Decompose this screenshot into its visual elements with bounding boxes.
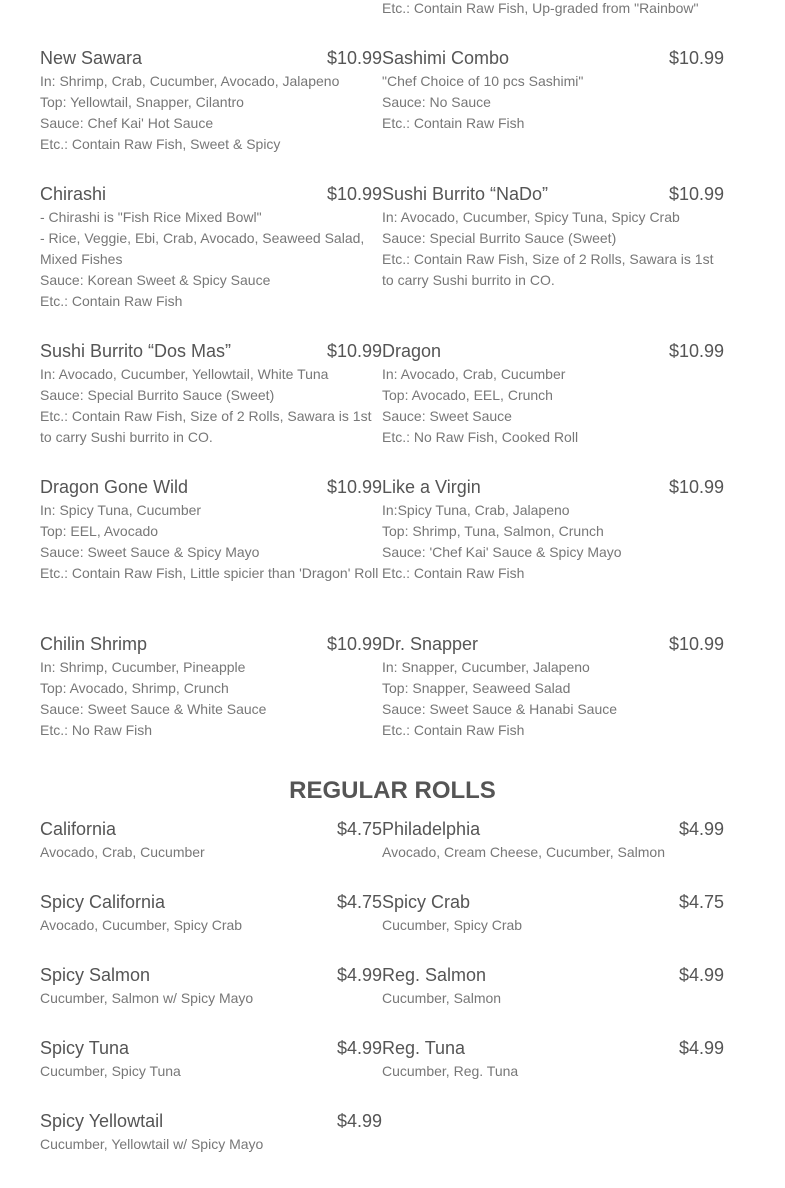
menu-item-header	[40, 891, 382, 913]
menu-item-name: Like a Virgin	[382, 477, 481, 497]
menu-item-header	[382, 818, 724, 840]
menu-item-description-line: Sauce: No Sauce	[382, 94, 491, 110]
menu-item-name: Dr. Snapper	[382, 634, 479, 654]
menu-item-header	[382, 633, 724, 655]
menu-item-price: $10.99	[326, 634, 382, 654]
menu-item-header	[40, 183, 382, 205]
menu-item-description-line: - Chirashi is "Fish Rice Mixed Bowl"	[40, 209, 262, 225]
menu-item-description-line: In: Shrimp, Cucumber, Pineapple	[40, 659, 246, 675]
menu-item-description-line: Cucumber, Spicy Crab	[382, 917, 523, 933]
menu-item-description-line: Top: EEL, Avocado	[40, 523, 159, 539]
menu-item-header	[382, 47, 724, 69]
menu-item-name: Dragon Gone Wild	[40, 477, 189, 497]
menu-item-description-line: Etc.: No Raw Fish, Cooked Roll	[382, 429, 579, 445]
menu-item-description-line: Top: Avocado, Shrimp, Crunch	[40, 680, 229, 696]
menu-item-header	[382, 891, 724, 913]
menu-item	[40, 1037, 382, 1082]
menu-item	[40, 340, 382, 448]
menu-item-description	[382, 500, 724, 584]
menu-item-name: Spicy Yellowtail	[40, 1111, 164, 1131]
menu-item-description	[40, 364, 382, 448]
menu-item-description-line: Cucumber, Yellowtail w/ Spicy Mayo	[40, 1136, 264, 1152]
menu-item	[40, 633, 382, 741]
menu-item-description-line: Sauce: Sweet Sauce & Spicy Mayo	[40, 544, 260, 560]
menu-item-description-line: In: Avocado, Crab, Cucumber	[382, 366, 566, 382]
menu-item-description-line: Cucumber, Reg. Tuna	[382, 1063, 519, 1079]
menu-item-description-line: Cucumber, Salmon	[382, 990, 502, 1006]
menu-item	[40, 891, 382, 936]
menu-item	[382, 633, 724, 741]
menu-item-price: $10.99	[326, 341, 382, 361]
menu-item-header	[40, 964, 382, 986]
menu-item	[40, 818, 382, 863]
menu-item-price: $10.99	[668, 48, 724, 68]
menu-item-name: Reg. Tuna	[382, 1038, 466, 1058]
menu-item-description-line: Etc.: Contain Raw Fish, Little spicier than 'Dragon' Roll	[40, 565, 379, 581]
menu-item-description-line: Avocado, Cucumber, Spicy Crab	[40, 917, 243, 933]
menu-item-description-line: Sauce: Special Burrito Sauce (Sweet)	[40, 387, 275, 403]
menu-item-price: $10.99	[326, 48, 382, 68]
menu-item-header	[382, 964, 724, 986]
menu-item-description-line: In: Avocado, Cucumber, Spicy Tuna, Spicy Crab	[382, 209, 680, 225]
menu-item-description	[40, 1061, 382, 1082]
menu-item-price: $4.75	[336, 819, 382, 839]
menu-item-name: California	[40, 819, 117, 839]
menu-item-description-line: Top: Avocado, EEL, Crunch	[382, 387, 553, 403]
menu-item-description-line: Etc.: Contain Raw Fish, Sweet & Spicy	[40, 136, 281, 152]
menu-item-price: $4.75	[678, 892, 724, 912]
menu-item	[40, 1110, 382, 1155]
menu-item-description-line: Sauce: Sweet Sauce & White Sauce	[40, 701, 267, 717]
menu-item	[382, 183, 724, 291]
menu-item-price: $4.75	[336, 892, 382, 912]
menu-item	[382, 47, 724, 134]
menu-item-header	[40, 476, 382, 498]
menu-item-name: Dragon	[382, 341, 442, 361]
menu-item	[40, 47, 382, 155]
menu-item-price: $10.99	[326, 477, 382, 497]
previous-item-note: Etc.: Contain Raw Fish, Up-graded from "Rainbow"	[382, 0, 699, 16]
menu-item-header	[40, 340, 382, 362]
menu-item-description-line: Avocado, Crab, Cucumber	[40, 844, 205, 860]
menu-item-name: Reg. Salmon	[382, 965, 487, 985]
menu-item-name: Sushi Burrito “NaDo”	[382, 184, 549, 204]
menu-item-price: $10.99	[668, 341, 724, 361]
menu-item-price: $10.99	[668, 184, 724, 204]
menu-item-name: Spicy Tuna	[40, 1038, 130, 1058]
menu-item-description	[382, 207, 724, 291]
menu-item-price: $10.99	[326, 184, 382, 204]
menu-item-name: Philadelphia	[382, 819, 481, 839]
menu-item-description-line: Etc.: Contain Raw Fish	[382, 115, 525, 131]
menu-item-header	[40, 633, 382, 655]
menu-item-description-line: Sauce: Chef Kai' Hot Sauce	[40, 115, 214, 131]
menu-item-price: $4.99	[678, 1038, 724, 1058]
menu-item-price: $4.99	[336, 965, 382, 985]
menu-item-name: Spicy California	[40, 892, 166, 912]
menu-item-description-line: Top: Snapper, Seaweed Salad	[382, 680, 571, 696]
menu-item-description	[40, 988, 382, 1009]
menu-item-description-line: Sauce: Special Burrito Sauce (Sweet)	[382, 230, 617, 246]
menu-item-header	[40, 47, 382, 69]
menu-item	[382, 964, 724, 1009]
menu-item-price: $4.99	[678, 819, 724, 839]
menu-item	[40, 183, 382, 312]
menu-item-description-line: Sauce: Sweet Sauce	[382, 408, 512, 424]
menu-item-description	[40, 915, 382, 936]
menu-item-name: Spicy Salmon	[40, 965, 151, 985]
menu-item-header	[382, 340, 724, 362]
menu-item-description	[382, 1061, 724, 1082]
menu-item-description-line: Etc.: Contain Raw Fish, Size of 2 Rolls, Sawara is 1st to carry Sushi burrito in CO.	[382, 251, 714, 288]
menu-item-description-line: In: Avocado, Cucumber, Yellowtail, White Tuna	[40, 366, 329, 382]
menu-item-header	[40, 1110, 382, 1132]
menu-item-description	[40, 207, 382, 312]
section-title-regular-rolls: REGULAR ROLLS	[289, 777, 496, 804]
menu-item-description-line: Etc.: Contain Raw Fish	[382, 722, 525, 738]
menu-item-header	[40, 1037, 382, 1059]
menu-item	[382, 1037, 724, 1082]
menu-item-description	[382, 842, 724, 863]
menu-item-description-line: - Rice, Veggie, Ebi, Crab, Avocado, Seaweed Salad, Mixed Fishes	[40, 230, 365, 267]
menu-item-price: $4.99	[678, 965, 724, 985]
menu-item-price: $10.99	[668, 477, 724, 497]
menu-item-description	[382, 988, 724, 1009]
menu-item-header	[40, 818, 382, 840]
menu-item-description	[382, 657, 724, 741]
menu-item-description-line: Etc.: Contain Raw Fish	[382, 565, 525, 581]
menu-item	[40, 964, 382, 1009]
menu-item-description-line: "Chef Choice of 10 pcs Sashimi"	[382, 73, 584, 89]
menu-item-price: $4.99	[336, 1038, 382, 1058]
menu-item-description	[40, 71, 382, 155]
menu-item-description	[40, 657, 382, 741]
menu-item-description	[382, 364, 724, 448]
menu-item-price: $10.99	[668, 634, 724, 654]
menu-item-description-line: Avocado, Cream Cheese, Cucumber, Salmon	[382, 844, 665, 860]
menu-item	[40, 476, 382, 584]
menu-item-price: $4.99	[336, 1111, 382, 1131]
menu-item	[382, 818, 724, 863]
menu-item-description	[40, 500, 382, 584]
menu-item-name: Chirashi	[40, 184, 107, 204]
menu-item-description-line: Sauce: Sweet Sauce & Hanabi Sauce	[382, 701, 618, 717]
menu-item-header	[382, 1037, 724, 1059]
menu-item-description-line: Top: Shrimp, Tuna, Salmon, Crunch	[382, 523, 604, 539]
menu-item-header	[382, 183, 724, 205]
menu-item-description-line: In: Shrimp, Crab, Cucumber, Avocado, Jalapeno	[40, 73, 340, 89]
menu-item-description-line: In:Spicy Tuna, Crab, Jalapeno	[382, 502, 570, 518]
menu-item-description-line: In: Spicy Tuna, Cucumber	[40, 502, 202, 518]
menu-item-name: Chilin Shrimp	[40, 634, 148, 654]
menu-item-description-line: Sauce: 'Chef Kai' Sauce & Spicy Mayo	[382, 544, 622, 560]
menu-item-description	[40, 842, 382, 863]
menu-item	[382, 340, 724, 448]
menu-item-description-line: In: Snapper, Cucumber, Jalapeno	[382, 659, 590, 675]
menu-item-description	[382, 71, 724, 134]
menu-item-header	[382, 476, 724, 498]
menu-item-name: Sashimi Combo	[382, 48, 510, 68]
menu-item-description-line: Etc.: Contain Raw Fish	[40, 293, 183, 309]
menu-item-name: New Sawara	[40, 48, 143, 68]
menu-item-description-line: Etc.: No Raw Fish	[40, 722, 153, 738]
menu-item	[382, 891, 724, 936]
menu-item-description	[382, 915, 724, 936]
menu-item	[382, 476, 724, 584]
menu-item-description	[40, 1134, 382, 1155]
menu-item-name: Spicy Crab	[382, 892, 471, 912]
menu-item-description-line: Cucumber, Salmon w/ Spicy Mayo	[40, 990, 254, 1006]
menu-item-description-line: Cucumber, Spicy Tuna	[40, 1063, 181, 1079]
menu-item-description-line: Etc.: Contain Raw Fish, Size of 2 Rolls, Sawara is 1st to carry Sushi burrito in CO.	[40, 408, 372, 445]
menu-item-description-line: Sauce: Korean Sweet & Spicy Sauce	[40, 272, 271, 288]
menu-item-description-line: Top: Yellowtail, Snapper, Cilantro	[40, 94, 244, 110]
menu-item-name: Sushi Burrito “Dos Mas”	[40, 341, 232, 361]
